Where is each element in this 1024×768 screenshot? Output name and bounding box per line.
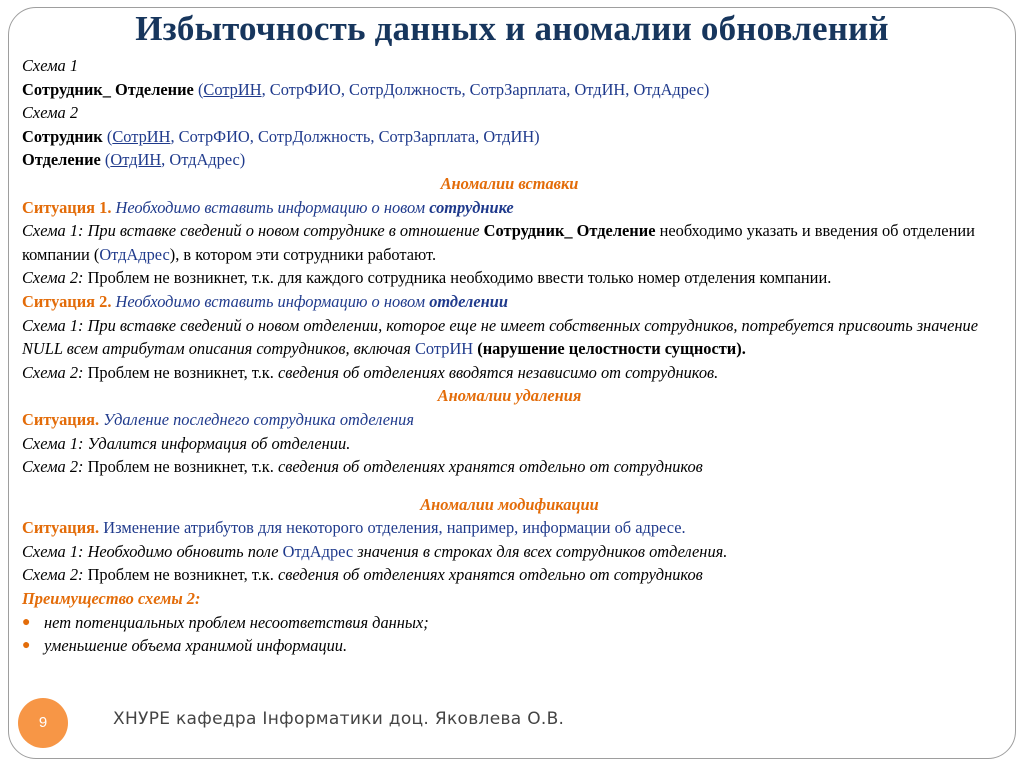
advantage-heading: Преимущество схемы 2: — [22, 589, 201, 609]
delete-anomalies-heading: Аномалии удаления — [437, 386, 582, 406]
primary-key: СотрИН — [112, 126, 171, 146]
modify-anomalies-heading: Аномалии модификации — [420, 494, 599, 514]
schema2-label: Схема 2 — [22, 103, 79, 123]
relation-name: Отделение — [22, 150, 101, 170]
insert-anomalies-heading: Аномалии вставки — [440, 173, 579, 193]
advantage-item: ● уменьшение объема хранимой информации. — [22, 634, 997, 658]
modify-schema2: Схема 2: Проблем не возникнет, т.к. сведения об отделениях хранятся отдельно от сотрудников — [22, 565, 703, 585]
schema1-label: Схема 1 — [22, 56, 79, 75]
bullet-icon: ● — [22, 614, 31, 630]
primary-key: СотрИН — [203, 79, 262, 99]
spacer — [22, 479, 997, 493]
delete-schema2: Схема 2: Проблем не возникнет, т.к. сведения об отделениях хранятся отдельно от сотрудников — [22, 457, 703, 477]
delete-situation: Ситуация. Удаление последнего сотрудника отделения — [22, 409, 414, 429]
advantage-item: ● нет потенциальных проблем несоответствия данных; — [22, 611, 997, 635]
slide-number-badge: 9 — [18, 698, 68, 748]
insert-s2-schema1: Схема 1: При вставке сведений о новом отделении, которое еще не имеет собственных сотрудников, потребуется присвоить значение NULL всем атрибутам описания сотрудников, включая СотрИН (нарушение целостности сущности). — [22, 315, 978, 359]
insert-s1-schema1: Схема 1: При вставке сведений о новом сотруднике в отношение Сотрудник_ Отделение необходимо указать и введения об отделении компании (ОтдАдрес), в котором эти сотрудники работают. — [22, 221, 975, 264]
relation-name: Сотрудник_ Отделение — [22, 79, 194, 99]
insert-situation-1: Ситуация 1. Необходимо вставить информацию о новом сотруднике — [22, 197, 514, 217]
insert-situation-2: Ситуация 2. Необходимо вставить информацию о новом отделении — [22, 291, 508, 311]
primary-key: ОтдИН — [110, 150, 162, 170]
slide-title: Избыточность данных и аномалии обновлений — [135, 9, 889, 48]
relation-name: Сотрудник — [22, 126, 103, 146]
insert-s2-schema2: Схема 2: Проблем не возникнет, т.к. сведения об отделениях вводятся независимо от сотрудников. — [22, 362, 719, 382]
delete-schema1: Схема 1: Удалится информация об отделении. — [22, 433, 351, 453]
modify-situation: Ситуация. Изменение атрибутов для некоторого отделения, например, информации об адресе. — [22, 518, 686, 538]
schema2-relation-employee: Сотрудник (СотрИН, СотрФИО, СотрДолжность, СотрЗарплата, ОтдИН) — [22, 126, 540, 146]
schema2-relation-department: Отделение (ОтдИН, ОтдАдрес) — [22, 150, 246, 170]
footer-text: ХНУРЕ кафедра Інформатики доц. Яковлева О.В. — [113, 709, 565, 729]
bullet-icon: ● — [22, 638, 31, 654]
modify-schema1: Схема 1: Необходимо обновить поле ОтдАдрес значения в строках для всех сотрудников отделения. — [22, 541, 728, 561]
slide-content — [22, 54, 997, 658]
insert-s1-schema2: Схема 2: Проблем не возникнет, т.к. для каждого сотрудника необходимо ввести только номер отделения компании. — [22, 268, 832, 288]
schema1-relation: Сотрудник_ Отделение (СотрИН, СотрФИО, СотрДолжность, СотрЗарплата, ОтдИН, ОтдАдрес) — [22, 79, 710, 99]
